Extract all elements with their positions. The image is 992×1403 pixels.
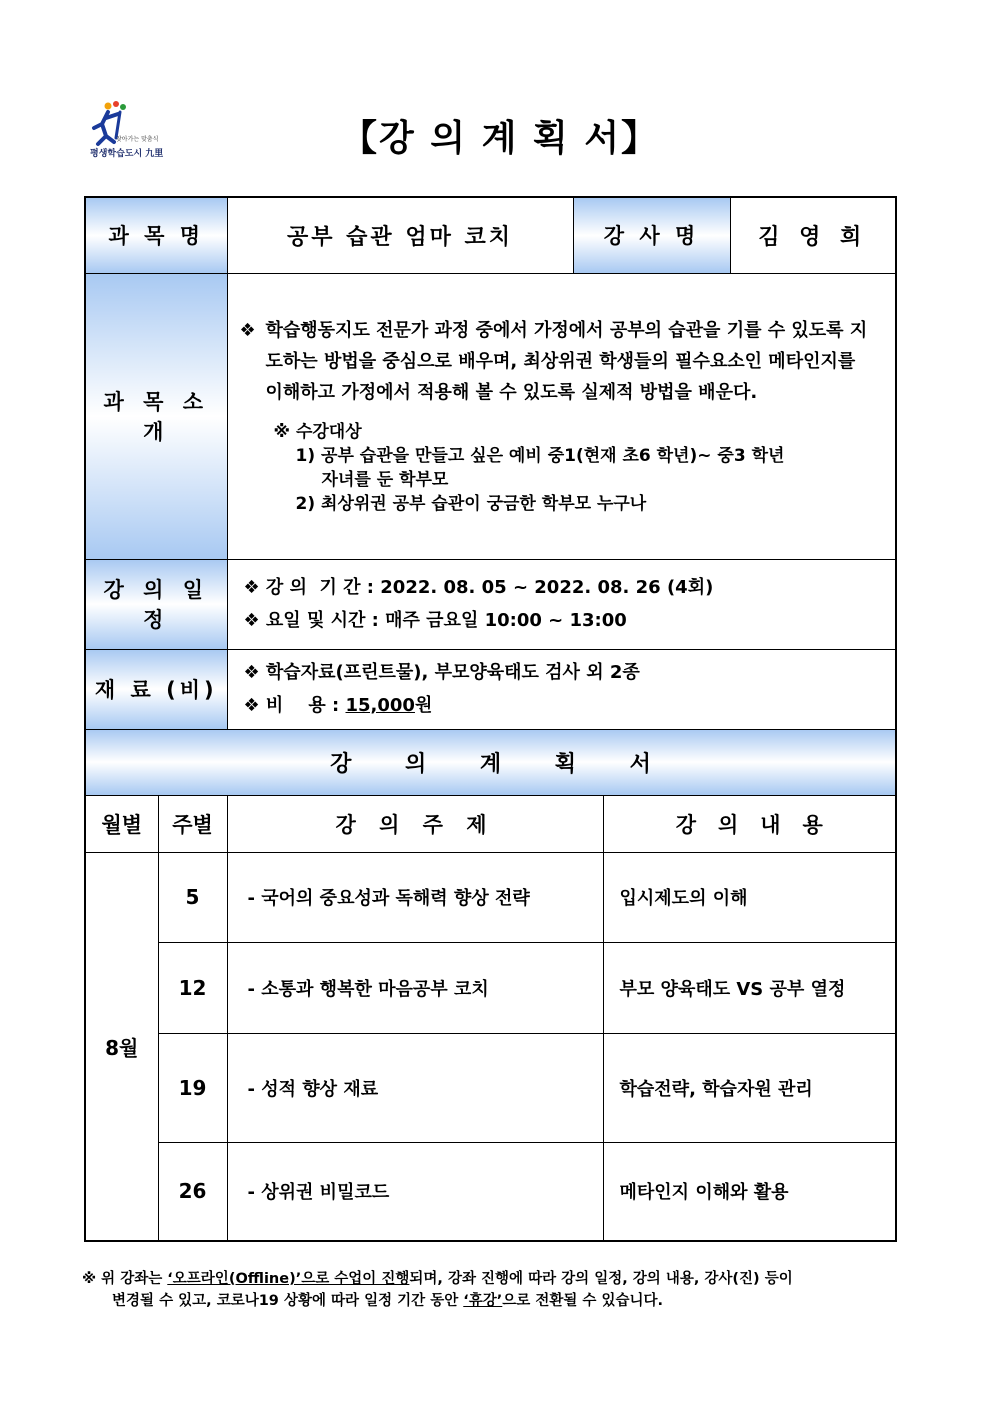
topic-cell: - 국어의 중요성과 독해력 향상 전략 [227, 852, 603, 942]
col-topic-header: 강 의 주 제 [227, 795, 603, 852]
content-cell: 입시제도의 이해 [603, 852, 896, 942]
topic-cell: - 성적 향상 재료 [227, 1033, 603, 1142]
instructor-name: 김 영 희 [730, 197, 896, 273]
content-cell: 메타인지 이해와 활용 [603, 1142, 896, 1241]
lecture-plan-table [84, 196, 897, 1242]
target-audience [274, 420, 886, 516]
topic-cell: - 상위권 비밀코드 [227, 1142, 603, 1241]
content-cell: 부모 양육태도 VS 공부 열정 [603, 942, 896, 1033]
week-cell: 12 [158, 942, 227, 1033]
footnote-line-2 [82, 1290, 912, 1312]
plan-columns-row [85, 795, 896, 852]
intro-description [240, 315, 886, 408]
logo-tagline: 찾아가는 맞춤식 [116, 136, 159, 143]
intro-text: 학습행동지도 전문가 과정 중에서 가정에서 공부의 습관을 기를 수 있도록 지도하는 방법을 중심으로 배우며, 최상위권 학생들의 필수요소인 메타인지를 이해하고 가정에서 적용해 볼 수 있도록 실제적 방법을 배운다. [265, 319, 868, 403]
instructor-label: 강 사 명 [573, 197, 730, 273]
diamond-bullet-icon: ❖ [239, 319, 256, 341]
target-item-1: 1) 공부 습관을 만들고 싶은 예비 중1(현재 초6 학년)~ 중3 학년 [295, 445, 785, 466]
schedule-time: ❖ 요일 및 시간 : 매주 금요일 10:00 ~ 13:00 [243, 610, 627, 631]
city-logo [86, 98, 186, 164]
schedule-label: 강 의 일 정 [85, 559, 227, 649]
table-row [85, 1142, 896, 1241]
col-content-header: 강 의 내 용 [603, 795, 896, 852]
week-cell: 5 [158, 852, 227, 942]
week-cell: 26 [158, 1142, 227, 1241]
footnote [82, 1268, 912, 1312]
target-item-1-cont: 자녀를 둔 학부모 [321, 469, 449, 490]
col-month-header: 월별 [85, 795, 158, 852]
footnote-break-word: ‘휴강’ [463, 1293, 503, 1309]
subject-value: 공부 습관 엄마 코치 [227, 197, 573, 273]
materials-cell [227, 649, 896, 729]
schedule-cell [227, 559, 896, 649]
content-cell: 학습전략, 학습자원 관리 [603, 1033, 896, 1142]
intro-cell [227, 273, 896, 559]
table-row [85, 942, 896, 1033]
subject-label: 과 목 명 [85, 197, 227, 273]
target-item-2: 2) 최상위권 공부 습관이 궁금한 학부모 누구나 [295, 493, 647, 514]
footnote-offline: ‘오프라인(Offline)’으로 수업이 진행 [167, 1271, 410, 1287]
materials-row [85, 649, 896, 729]
footnote-line2a: 변경될 수 있고, 코로나19 상황에 따라 일정 기간 동안 [112, 1293, 464, 1309]
topic-cell: - 소통과 행복한 마음공부 코치 [227, 942, 603, 1033]
fee-prefix: ❖ 비 용 : [243, 695, 346, 716]
fee-amount: 15,000 [345, 695, 415, 716]
col-week-header: 주별 [158, 795, 227, 852]
plan-header-row [85, 729, 896, 795]
document-title: 【강 의 계 획 서】 [340, 118, 659, 159]
intro-label: 과 목 소 개 [85, 273, 227, 559]
materials-items: ❖ 학습자료(프린트물), 부모양육태도 검사 외 2종 [243, 662, 640, 683]
intro-row [85, 273, 896, 559]
month-cell: 8월 [85, 852, 158, 1241]
schedule-period: ❖ 강 의 기 간 : 2022. 08. 05 ~ 2022. 08. 26 (4회) [243, 577, 714, 598]
fee-unit: 원 [414, 695, 433, 716]
footnote-prefix: ※ 위 강좌는 [82, 1271, 168, 1287]
table-row [85, 852, 896, 942]
subject-row [85, 197, 896, 273]
footnote-line2b: 으로 전환될 수 있습니다. [502, 1293, 664, 1309]
materials-fee [244, 689, 896, 722]
plan-header: 강 의 계 획 서 [85, 729, 896, 795]
schedule-row [85, 559, 896, 649]
table-row [85, 1033, 896, 1142]
footnote-mid: 되며, 강좌 진행에 따라 강의 일정, 강의 내용, 강사(진) 등이 [409, 1271, 793, 1287]
week-cell: 19 [158, 1033, 227, 1142]
footnote-line-1 [82, 1268, 912, 1290]
target-title: ※ 수강대상 [273, 421, 362, 442]
materials-label: 재 료 (비) [85, 649, 227, 729]
logo-city-name: 평생학습도시 九里 [90, 149, 164, 159]
